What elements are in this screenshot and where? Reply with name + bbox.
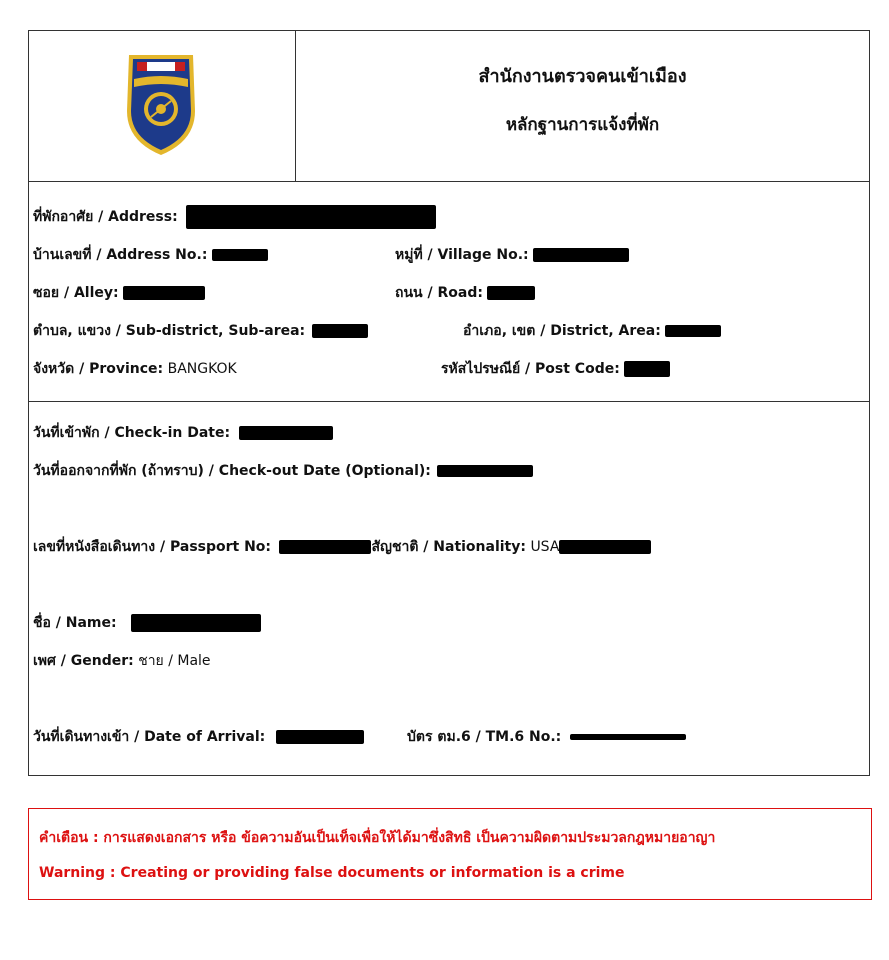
alley-label: ซอย / Alley: xyxy=(33,285,119,301)
province-row xyxy=(33,359,237,379)
immigration-bureau-badge-icon xyxy=(121,49,201,159)
gender-label: เพศ / Gender: xyxy=(33,653,134,669)
redaction-bar xyxy=(131,614,261,632)
warning-thai: คำเตือน : การแสดงเอกสาร หรือ ข้อความอันเป็นเท็จเพื่อให้ได้มาซึ่งสิทธิ เป็นความผิดตามประมวลกฎหมายอาญา xyxy=(39,830,716,846)
postcode-row xyxy=(441,359,670,379)
arrival-label: วันที่เดินทางเข้า / Date of Arrival: xyxy=(33,729,266,745)
redaction-bar xyxy=(437,465,533,477)
redaction-bar xyxy=(624,361,670,377)
redaction-bar xyxy=(559,540,651,554)
district-label: อำเภอ, เขต / District, Area: xyxy=(463,323,661,339)
name-label: ชื่อ / Name: xyxy=(33,615,117,631)
address-row xyxy=(33,205,436,229)
tm6-label: บัตร ตม.6 / TM.6 No.: xyxy=(407,729,562,745)
redaction-bar xyxy=(279,540,371,554)
arrival-row xyxy=(33,727,364,747)
name-row xyxy=(33,613,261,633)
address-no-label: บ้านเลขที่ / Address No.: xyxy=(33,247,208,263)
subdistrict-label: ตำบล, แขวง / Sub-district, Sub-area: xyxy=(33,323,306,339)
subdistrict-row xyxy=(33,321,368,341)
notification-form xyxy=(28,30,870,776)
passport-label: เลขที่หนังสือเดินทาง / Passport No: xyxy=(33,539,272,555)
province-value: BANGKOK xyxy=(167,361,237,377)
checkin-row xyxy=(33,423,333,443)
checkout-label: วันที่ออกจากที่พัก (ถ้าทราบ) / Check-out Date (Optional): xyxy=(33,463,431,479)
tm6-row xyxy=(407,727,686,747)
redaction-bar xyxy=(276,730,364,744)
redaction-bar xyxy=(123,286,205,300)
checkin-label: วันที่เข้าพัก / Check-in Date: xyxy=(33,425,231,441)
district-row xyxy=(463,321,721,341)
document-subtitle: หลักฐานการแจ้งที่พัก xyxy=(505,115,660,135)
redaction-bar xyxy=(239,426,333,440)
village-label: หมู่ที่ / Village No.: xyxy=(395,247,529,263)
nationality-value: USA xyxy=(530,539,560,555)
logo-cell xyxy=(29,31,296,181)
gender-value: ชาย / Male xyxy=(138,653,211,669)
address-label: ที่พักอาศัย / Address: xyxy=(33,209,178,225)
redaction-bar xyxy=(212,249,268,261)
redaction-bar xyxy=(186,205,436,229)
form-header xyxy=(29,31,869,182)
alley-row xyxy=(33,283,205,303)
nationality-label: สัญชาติ / Nationality: xyxy=(371,539,526,555)
gender-row xyxy=(33,651,211,671)
province-label: จังหวัด / Province: xyxy=(33,361,164,377)
warning-box xyxy=(28,808,872,900)
village-row xyxy=(395,245,629,265)
warning-english: Warning : Creating or providing false documents or information is a crime xyxy=(39,865,625,881)
office-title: สำนักงานตรวจคนเข้าเมือง xyxy=(478,66,687,87)
redaction-bar xyxy=(312,324,368,338)
checkout-row xyxy=(33,461,533,481)
redaction-bar xyxy=(487,286,535,300)
address-no-row xyxy=(33,245,268,265)
road-label: ถนน / Road: xyxy=(395,285,483,301)
redaction-bar xyxy=(665,325,721,337)
postcode-label: รหัสไปรษณีย์ / Post Code: xyxy=(441,361,620,377)
section-divider xyxy=(29,401,869,402)
redaction-bar xyxy=(570,734,686,740)
passport-row xyxy=(33,537,651,557)
redaction-bar xyxy=(533,248,629,262)
road-row xyxy=(395,283,535,303)
